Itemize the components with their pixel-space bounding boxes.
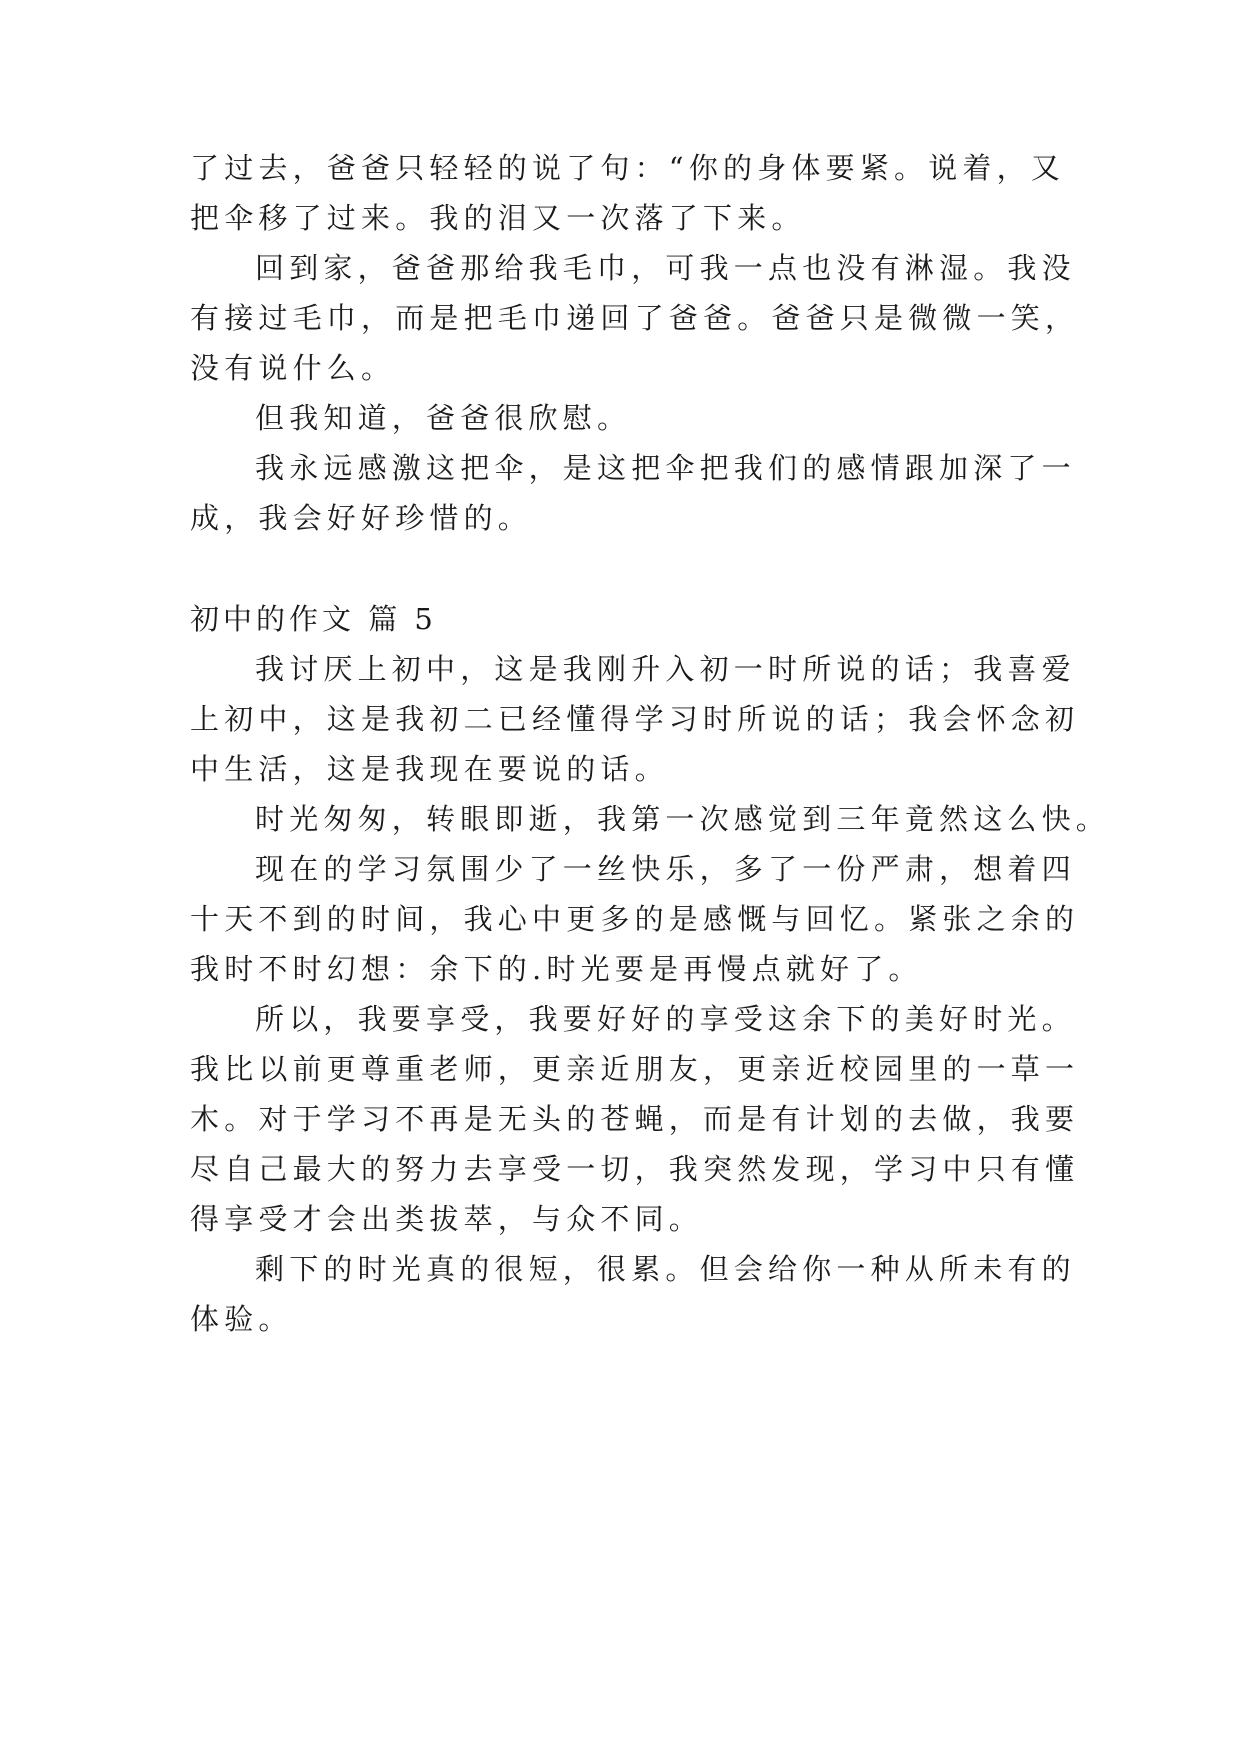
text-line: 十天不到的时间，我心中更多的是感慨与回忆。紧张之余的 bbox=[190, 902, 1080, 936]
paragraph-first-line: 我讨厌上初中，这是我刚升入初一时所说的话；我喜爱 bbox=[255, 652, 1076, 686]
text-line: 成，我会好好珍惜的。 bbox=[190, 501, 533, 535]
text-line: 我比以前更尊重老师，更亲近朋友，更亲近校园里的一草一 bbox=[190, 1052, 1080, 1086]
text-line: 中生活，这是我现在要说的话。 bbox=[190, 752, 669, 786]
text-line: 我时不时幻想：余下的.时光要是再慢点就好了。 bbox=[190, 952, 923, 986]
paragraph-first-line: 所以，我要享受，我要好好的享受这余下的美好时光。 bbox=[255, 1002, 1076, 1036]
text-line: 得享受才会出类拔萃，与众不同。 bbox=[190, 1202, 704, 1236]
paragraph-first-line: 现在的学习氛围少了一丝快乐，多了一份严肃，想着四 bbox=[255, 852, 1076, 886]
paragraph-first-line: 回到家，爸爸那给我毛巾，可我一点也没有淋湿。我没 bbox=[255, 251, 1076, 285]
paragraph-first-line: 但我知道，爸爸很欣慰。 bbox=[255, 401, 632, 435]
paragraph-first-line: 我永远感激这把伞，是这把伞把我们的感情跟加深了一 bbox=[255, 451, 1076, 485]
text-line: 尽自己最大的努力去享受一切，我突然发现，学习中只有懂 bbox=[190, 1152, 1080, 1186]
text-line: 没有说什么。 bbox=[190, 351, 396, 385]
paragraph-first-line: 时光匆匆，转眼即逝，我第一次感觉到三年竟然这么快。 bbox=[255, 802, 1111, 836]
paragraph-first-line: 剩下的时光真的很短，很累。但会给你一种从所未有的 bbox=[255, 1252, 1076, 1286]
text-line: 木。对于学习不再是无头的苍蝇，而是有计划的去做，我要 bbox=[190, 1102, 1080, 1136]
section-heading: 初中的作文 篇 5 bbox=[190, 602, 437, 636]
text-line: 了过去，爸爸只轻轻的说了句：“你的身体要紧。说着，又 bbox=[190, 151, 1066, 185]
text-line: 上初中，这是我初二已经懂得学习时所说的话；我会怀念初 bbox=[190, 702, 1080, 736]
text-line: 体验。 bbox=[190, 1302, 293, 1336]
text-line: 有接过毛巾，而是把毛巾递回了爸爸。爸爸只是微微一笑， bbox=[190, 301, 1080, 335]
text-line: 把伞移了过来。我的泪又一次落了下来。 bbox=[190, 201, 806, 235]
